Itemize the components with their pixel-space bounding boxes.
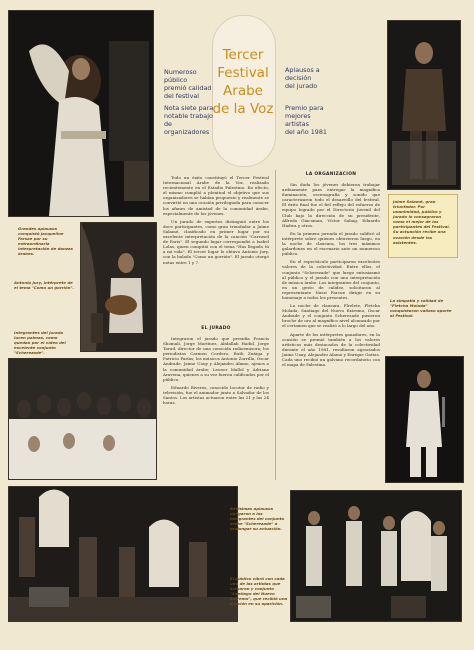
deck-line: Numeroso público xyxy=(164,68,197,84)
paragraph: Eduardo Riveros, conocido locutor de radio y televisión, fue el animador junto a Salvador de los Santos. Los artistas actuaron entre las 21 y las 24 horas. xyxy=(163,384,269,406)
paragraph: Aparte de los intérpretes ganadores, en la ocasión se premió también a los valores artísticos más destacados de la colectividad durante el año 1981, resultaron agraciados Jaime Uauy, Alejandro Alamo y Enrique Gattas. Cada uno recibió un galvano recordatorio con el mapa de Palestina. xyxy=(282,331,380,368)
deck-left-bottom xyxy=(164,104,214,136)
paragraph: Todo un éxito constituyó el Tercer Festival Internacional Arabe de la Voz, realizado recientemente en el Estadio Palestino. En efecto, el mismo cumplió a plenitud el objetivo que sus organizadores se habían propuesto y realmente se convirtió en una ocasión privilegiada para conocer los afanes de amistad de la comunidad árabe, especialmente de los jóvenes. xyxy=(163,175,269,216)
caption-jury-members: Integrantes del jurado lucen palmas, como quedan por el vídeo del excelente conjunto "Scherezade". xyxy=(14,330,66,356)
title-line-1: Tercer xyxy=(222,47,264,63)
subhead-jurado: EL JURADO xyxy=(201,326,231,331)
paragraph: La noche de clausura, Flrelete, Fletcha Molada, Santiago del Nuevo Extremo, Oscar Andrade y el conjunto Scherezade pusieron broche de oro al magnífico nivel alcanzado por el certamen que se realizó a lo largo del año. xyxy=(282,303,380,329)
scherezade-band-photo xyxy=(8,486,238,622)
deck-line: premió calidad xyxy=(164,84,212,92)
paragraph: Integraron el jurado que presidía Francis Shomali, Jorge Martínez, Abdallah Hadid, Jorge Tarud, director de una conocida radioemisora; los periodistas Carmen Cordero, Ruth Zuñiga y Patricio Farías; los músicos Antonio Zorrilla, Oscar Andrade, Jaime Uauy y Alejandro Alamo, ajenos a la comunidad árabe; Leonor Mallol y Adriana Aravena, quienes a su vez fueron calificados por el público. xyxy=(163,336,269,382)
title-line-3: Arabe xyxy=(223,83,263,99)
paragraph: Sin duda los jóvenes debieron trabajar arduamente para entregar la magnífica iluminación, escenografía y sonido que caracterizaron todo el desarrollo del festival. El éxito final fue el fiel reflejo del esfuerzo de equipo logrado por el Directorio Juvenil del Club bajo la dirección de su presidente, Alfredo Giacoman, Víctor Sabag, Eduardo Hadwa y otros. xyxy=(282,182,380,228)
article-title xyxy=(212,46,274,118)
deck-right-bottom xyxy=(285,104,335,136)
deck-left-top xyxy=(164,68,214,100)
singer-white-suit-photo xyxy=(385,356,464,483)
caption-scherezade: Bellísimas aplausos obligaron a los integrantes del conjunto árabe "Scherezade" a prolongar su actuación. xyxy=(230,506,285,532)
deck-line: del jurado xyxy=(285,82,318,90)
caption-jaime: Jaime Salamé, gran triunfador. Por unanimidad, público y jurado lo consagraron como el mejor de los participantes del Festival. Su actuación recibe una ovación desde los asistentes. xyxy=(393,199,451,245)
column-divider xyxy=(275,170,276,480)
paragraph: En la primera jornada el jurado calificó al intérprete sobre quienes obtuvieron luego, en la noche de clausura, los tres máximos galardones en el escenario ante un numeroso público. xyxy=(282,230,380,257)
guitarist-photo xyxy=(80,222,157,352)
audience-jury-photo xyxy=(8,358,157,480)
title-line-2: Festival xyxy=(217,65,269,81)
body-column-1-continued xyxy=(163,336,269,408)
deck-line: decisión xyxy=(285,74,312,82)
deck-line: notable trabajo xyxy=(164,112,213,120)
deck-line: Nota siete para xyxy=(164,104,214,112)
dancer-photo xyxy=(8,10,154,217)
body-column-2 xyxy=(282,182,380,370)
jaime-salame-photo xyxy=(387,20,461,190)
body-column-1 xyxy=(163,175,269,268)
deck-line: mejores artistas xyxy=(285,112,311,128)
deck-right-top xyxy=(285,66,335,90)
musicians-stage-photo xyxy=(290,490,462,622)
deck-line: Premio para xyxy=(285,104,324,112)
deck-line: Aplausos a xyxy=(285,66,320,74)
caption-dancer: Grandes aplausos conquistó Jacqueline Farsae por su extraordinaria interpretación de danzas árabes. xyxy=(18,226,73,257)
caption-public: El público vibró con cada uno de los artistas que actuaron y conjunto "Santiago del Nuevo Extremo", que recibió una ovación en su aparición. xyxy=(230,576,288,607)
deck-line: del festival xyxy=(164,92,200,100)
caption-antonio-jury: Antonio Jury, intérprete de el tema "Como un gorrión". xyxy=(14,280,74,291)
paragraph: Un jurado de expertos distinguió entre los doce participantes, como gran triunfador a Jaime Salamé, clasificado en primer lugar por su excelente interpretación de la canción "Carrusel de Paris". El segundo lugar correspondió a Isabel Lolas, quien compitió con el tema "Has llegado tú a mi vida". El tercer lugar lo obtuvo Antonio Jury, con la balada "Como un gorrión". El jurado otorgó notas entre 1 y 7. xyxy=(163,218,269,265)
caption-fletcha: La simpatía y calidad de "Fletcha Molada" conquistaron valioso aporte al Festival. xyxy=(390,298,452,319)
deck-line: de organizadores xyxy=(164,120,210,136)
deck-line: del año 1981 xyxy=(285,128,327,136)
subhead-organizacion: LA ORGANIZACION xyxy=(305,172,357,177)
title-line-4: de la Voz xyxy=(212,101,274,117)
caption-box-jaime xyxy=(388,194,458,258)
paragraph: En el espectáculo participaron excelentes valores de la colectividad. Entre ellos, el conjunto "Scherezade" que luego entusiasmó al público y el jurado con una interpretación de música árabe. Los integrantes del conjunto, en un gesto de calidez, solicitaron al representante Nasri Farcue dirigir en su homenaje a todos los presentes. xyxy=(282,259,380,300)
